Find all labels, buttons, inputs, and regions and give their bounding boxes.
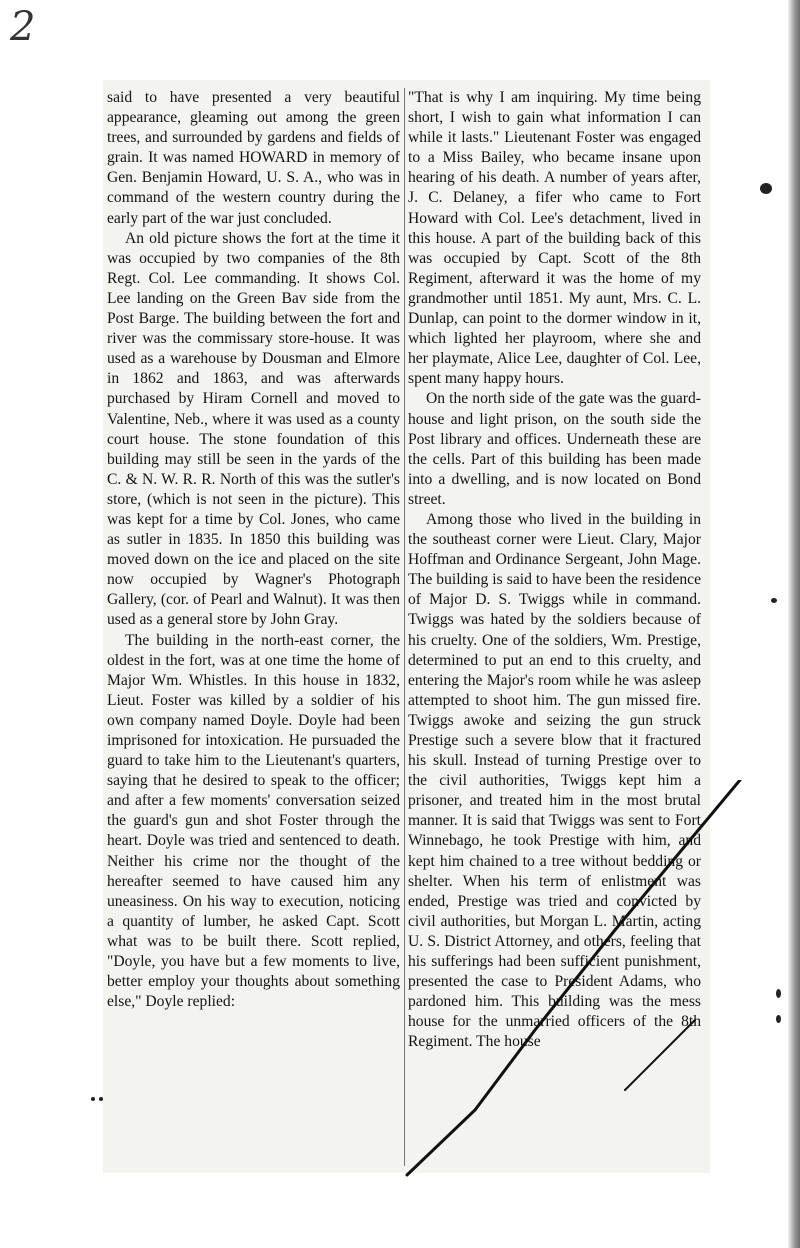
- article-column-right: [408, 88, 701, 1168]
- page-edge-shadow: [788, 0, 800, 1248]
- ink-stain-mark: [776, 989, 781, 998]
- column-divider: [404, 88, 405, 1166]
- paragraph: said to have presented a very beautiful appearance, gleaming out among the green trees, and surrounded by gardens and fields of grain. It was named HOWARD in memory of Gen. Benjamin Howard, U. S. A., who was in command of the western country during the early part of the war just concluded.: [107, 89, 400, 227]
- paragraph: On the north side of the gate was the guard-house and light prison, on the south side the Post library and offices. Underneath these are the cells. Part of this building has been made into a dwelling, and is now located on Bond street.: [408, 390, 701, 508]
- ink-stain-mark: [760, 183, 772, 194]
- ink-stain-mark: [776, 1015, 781, 1023]
- ink-stain-mark: [771, 598, 777, 603]
- paragraph: Among those who lived in the building in the southeast corner were Lieut. Clary, Major Hoffman and Ordinance Sergeant, John Mage. The building is said to have been the residence of Major D. S. Twiggs while in command. Twiggs was hated by the soldiers because of his cruelty. One of the soldiers, Wm. Prestige, determined to put an end to this cruelty, and entering the Major's room while he was asleep attempted to shoot him. The gun missed fire. Twiggs awoke and seizing the gun struck Prestige such a severe blow that it fractured his skull. Instead of turning Prestige over to the civil authorities, Twiggs kept him a prisoner, and treated him in the most brutal manner. It is said that Twiggs was sent to Fort Winnebago, he took Prestige with him, and kept him chained to a tree without bedding or shelter. When his term of enlistment was ended, Prestige was tried and convicted by civil authorities, but Morgan L. Martin, acting U. S. District Attorney, and others, feeling that his sufferings had been sufficient punishment, presented the case to President Adams, who pardoned him. This building was the mess house for the unmarried officers of the 8th Regiment. The house: [408, 510, 701, 1051]
- ink-stain-mark: [91, 1097, 95, 1101]
- paragraph: The building in the north-east corner, the oldest in the fort, was at one time the home of Major Wm. Whistles. In this house in 1832, Lieut. Foster was killed by a soldier of his own company named Doyle. Doyle had been imprisoned for intoxication. He pursuaded the guard to take him to the Lieutenant's quarters, saying that he desired to speak to the officer; and after a few moments' conversation seized the guard's gun and shot Foster through the heart. Doyle was tried and sentenced to death. Neither his crime nor the thought of the hereafter seemed to have caused him any uneasiness. On his way to execution, noticing a quantity of lumber, he asked Capt. Scott what was to be built there. Scott replied, "Doyle, you have but a few moments to live, better employ your thoughts about something else," Doyle replied:: [107, 631, 400, 1011]
- paragraph: An old picture shows the fort at the time it was occupied by two companies of the 8th Regt. Col. Lee commanding. It shows Col. Lee landing on the Green Bav side from the Post Barge. The building between the fort and river was the commissary store-house. It was used as a warehouse by Dousman and Elmore in 1862 and 1863, and was afterwards purchased by Hiram Cornell and moved to Valentine, Neb., where it was used as a county court house. The stone foundation of this building may still be seen in the yards of the C. & N. W. R. R. North of this was the sutler's store, (which is not seen in the picture). This was kept for a time by Col. Jones, who came as sutler in 1835. In 1850 this building was moved down on the ice and placed on the site now occupied by Wagner's Photograph Gallery, (cor. of Pearl and Walnut). It was then used as a general store by John Gray.: [107, 229, 400, 629]
- article-column-left: [107, 88, 400, 1168]
- paragraph: "That is why I am inquiring. My time being short, I wish to gain what information I can while it lasts." Lieutenant Foster was engaged to a Miss Bailey, who became insane upon hearing of his death. A number of years after, J. C. Delaney, a fifer who came to Fort Howard with Col. Lee's detachment, lived in this house. A part of the building back of this was occupied by Capt. Scott of the 8th Regiment, afterward it was the home of my grandmother until 1851. My aunt, Mrs. C. L. Dunlap, can point to the dormer window in it, which lighted her playroom, where she and her playmate, Alice Lee, daughter of Col. Lee, spent many happy hours.: [408, 89, 701, 388]
- page-number: 2: [10, 4, 36, 50]
- newspaper-clipping: [103, 80, 710, 1173]
